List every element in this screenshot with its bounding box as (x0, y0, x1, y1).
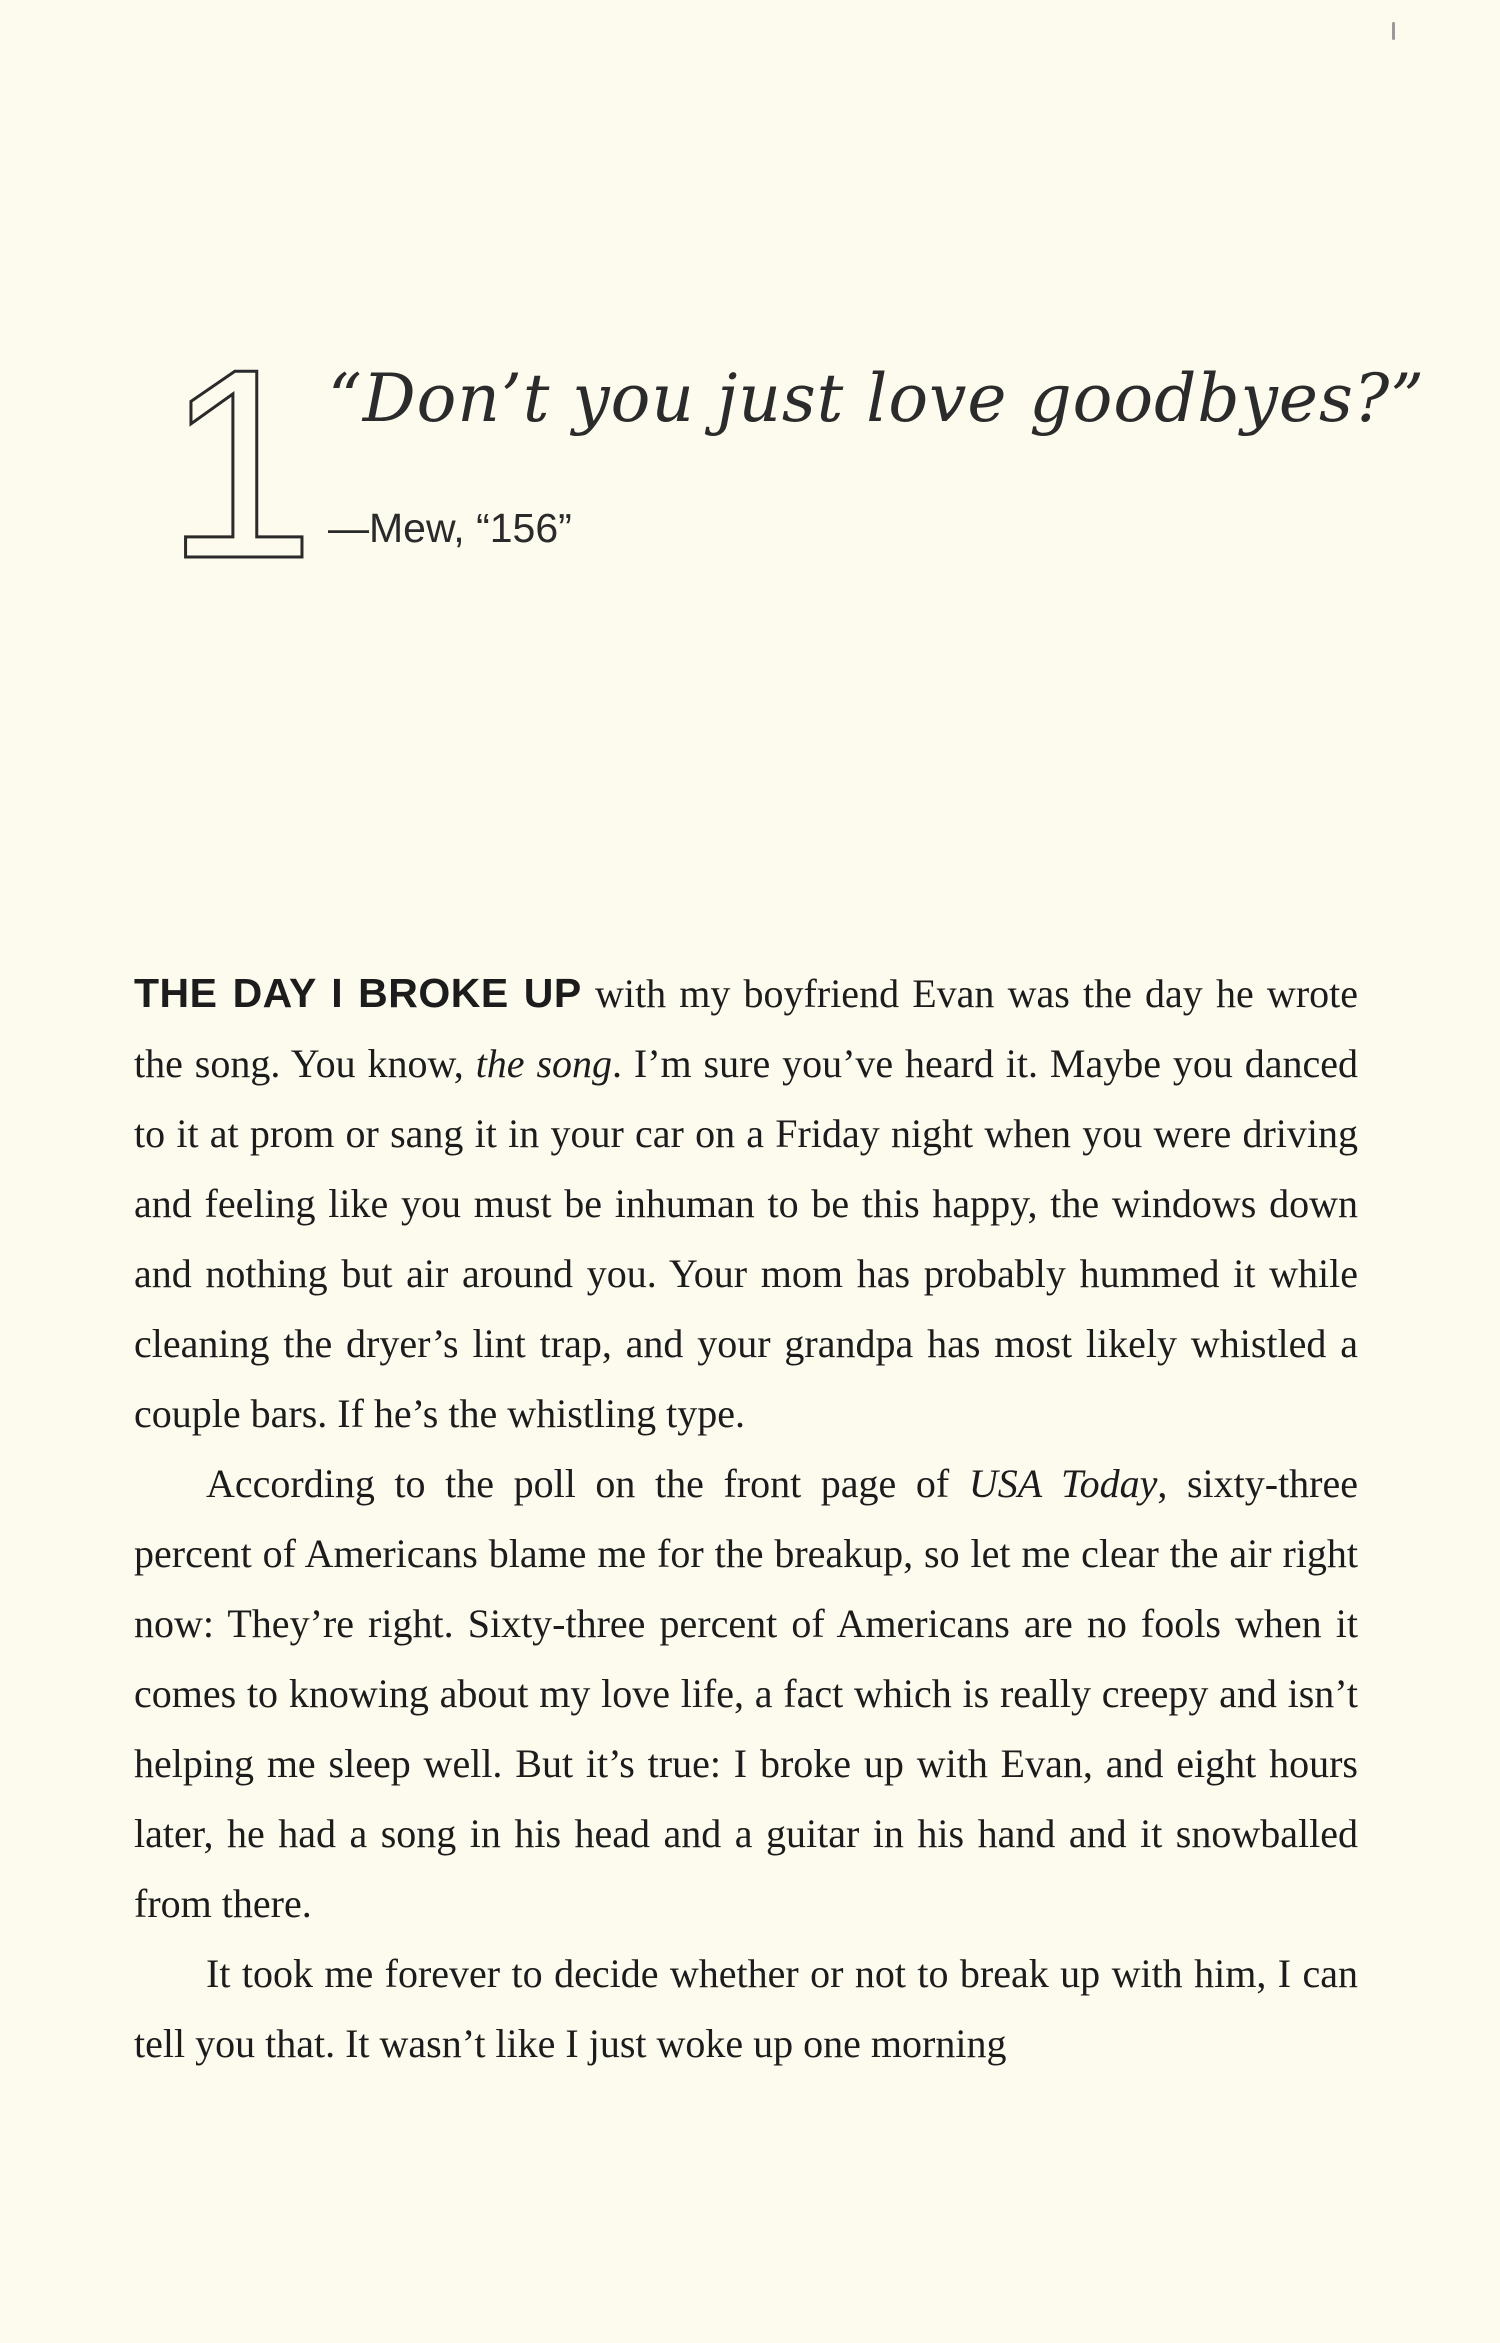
paragraph-2-text-b: , sixty-three percent of Americans blame me for the breakup, so let me clear the air right now: They’re right. Sixty-three percent of Americans are no fools when it comes to knowing about my love life, a fact which is really creepy and isn’t helping me sleep well. But it’s true: I broke up with Evan, and eight hours later, he had a song in his head and a guitar in his hand and it snowballed from there. (134, 1461, 1359, 1926)
paragraph-lead-in: THE DAY I BROKE UP (134, 970, 582, 1016)
paragraph-1-text-b: . I’m sure you’ve heard it. Maybe you danced to it at prom or sang it in your car on a Friday night when you were driving and feeling like you must be inhuman to be this happy, the windows down and nothing but air around you. Your mom has probably hummed it while cleaning the dryer’s lint trap, and your grandpa has most likely whistled a couple bars. If he’s the whistling type. (134, 1041, 1358, 1436)
paragraph-1-text-a: with my boyfriend Evan was the day he wrote the song. You know, (134, 971, 1359, 1086)
paragraph-3: It took me forever to decide whether or not to break up with him, I can tell you that. It wasn’t like I just woke up one morning (134, 1951, 1358, 2066)
paragraph-1 (134, 958, 1358, 1449)
epigraph-quote: “Don’t you just love goodbyes?” (328, 360, 1425, 437)
paragraph-2-text-a: According to the poll on the front page of (206, 1461, 969, 1506)
paragraph-2 (134, 1449, 1358, 1939)
epigraph-attribution: —Mew, “156” (328, 505, 572, 551)
paragraph-2-emphasis: USA Today (968, 1461, 1158, 1506)
margin-mark (1392, 22, 1395, 40)
chapter-number: 1 (165, 314, 316, 615)
paragraph-1-emphasis: the song (475, 1041, 613, 1086)
body-text (134, 958, 1358, 2079)
